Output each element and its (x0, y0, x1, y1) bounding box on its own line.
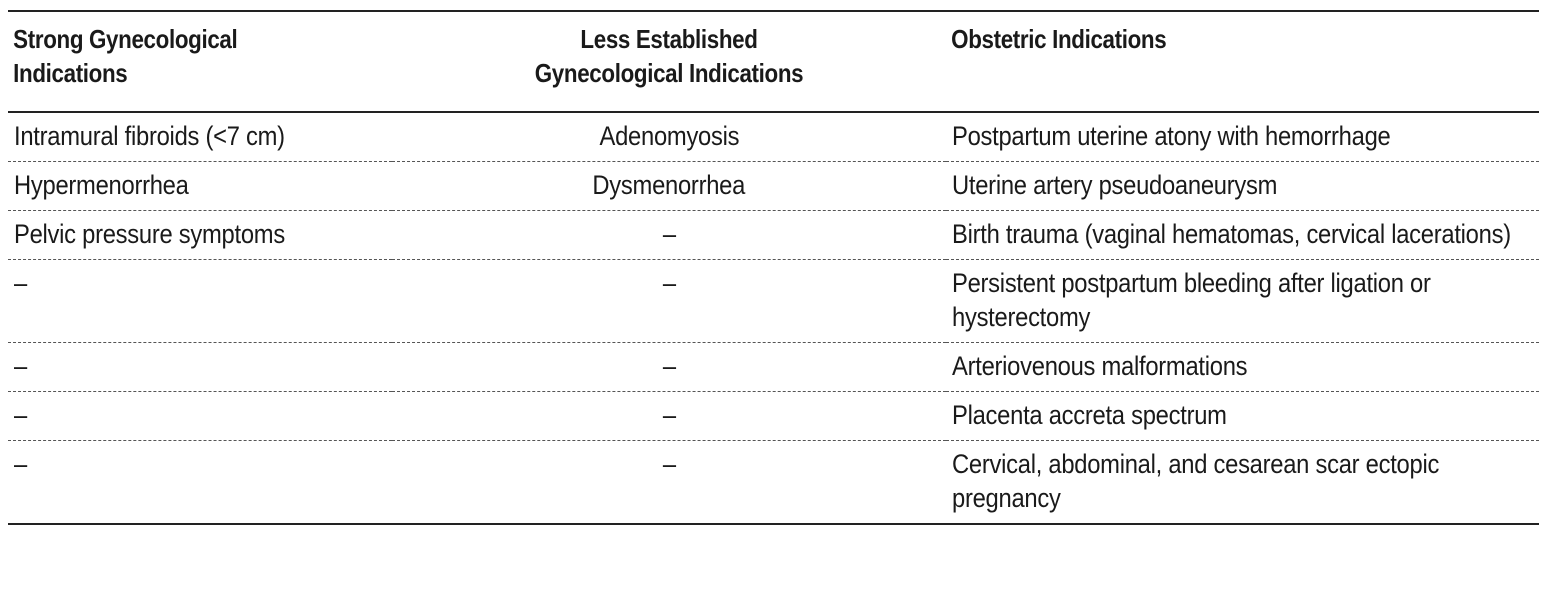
cell-text: Persistent postpartum bleeding after ligation or hysterectomy (952, 268, 1431, 332)
table-header (8, 11, 1539, 112)
table-body (8, 112, 1539, 524)
table-row (8, 260, 1539, 343)
table-row (8, 441, 1539, 525)
table-row (8, 392, 1539, 441)
indications-table (8, 10, 1539, 525)
header-line: Strong Gynecological (13, 24, 238, 54)
cell-text: – (662, 268, 676, 298)
header-line: Obstetric Indications (951, 24, 1167, 54)
column-header-strong-gynecological (8, 11, 338, 112)
table-cell (8, 343, 392, 392)
table-cell (8, 260, 392, 343)
table-cell (392, 392, 946, 441)
cell-text: Adenomyosis (599, 121, 739, 151)
column-header-less-established (431, 11, 907, 112)
cell-text: Dysmenorrhea (592, 170, 746, 200)
cell-text: Pelvic pressure symptoms (14, 219, 285, 249)
cell-text: Arteriovenous malformations (952, 351, 1248, 381)
table-cell (946, 392, 1539, 441)
table-cell (946, 162, 1539, 211)
column-header-obstetric (946, 11, 1456, 112)
table-cell (946, 441, 1539, 525)
cell-text: Birth trauma (vaginal hematomas, cervical lacerations) (952, 219, 1511, 249)
cell-text: – (14, 400, 27, 430)
cell-text: – (662, 219, 676, 249)
header-line: Gynecological Indications (534, 58, 804, 88)
table-cell (8, 211, 392, 260)
cell-text: – (14, 449, 27, 479)
cell-text: – (14, 351, 27, 381)
cell-text: Placenta accreta spectrum (952, 400, 1227, 430)
cell-text: Uterine artery pseudoaneurysm (952, 170, 1278, 200)
cell-text: – (662, 400, 676, 430)
table-cell (8, 441, 392, 525)
header-row (8, 11, 1539, 112)
indications-table-container (8, 10, 1539, 525)
table-row (8, 112, 1539, 162)
table-cell (946, 343, 1539, 392)
header-line: Less Established (580, 24, 758, 54)
table-cell (946, 211, 1539, 260)
cell-text: Postpartum uterine atony with hemorrhage (952, 121, 1391, 151)
table-cell (392, 112, 946, 162)
table-cell (392, 260, 946, 343)
table-cell (8, 162, 392, 211)
table-cell (946, 260, 1539, 343)
table-cell (8, 392, 392, 441)
table-cell (392, 211, 946, 260)
table-cell (392, 343, 946, 392)
table-cell (946, 112, 1539, 162)
cell-text: Intramural fibroids (<7 cm) (14, 121, 285, 151)
cell-text: Cervical, abdominal, and cesarean scar ectopic pregnancy (952, 449, 1440, 513)
table-row (8, 343, 1539, 392)
table-cell (8, 112, 392, 162)
table-cell (392, 162, 946, 211)
table-row (8, 162, 1539, 211)
cell-text: – (14, 268, 27, 298)
cell-text: Hypermenorrhea (14, 170, 189, 200)
cell-text: – (662, 449, 676, 479)
cell-text: – (662, 351, 676, 381)
table-cell (392, 441, 946, 525)
header-line: Indications (13, 58, 128, 88)
table-row (8, 211, 1539, 260)
